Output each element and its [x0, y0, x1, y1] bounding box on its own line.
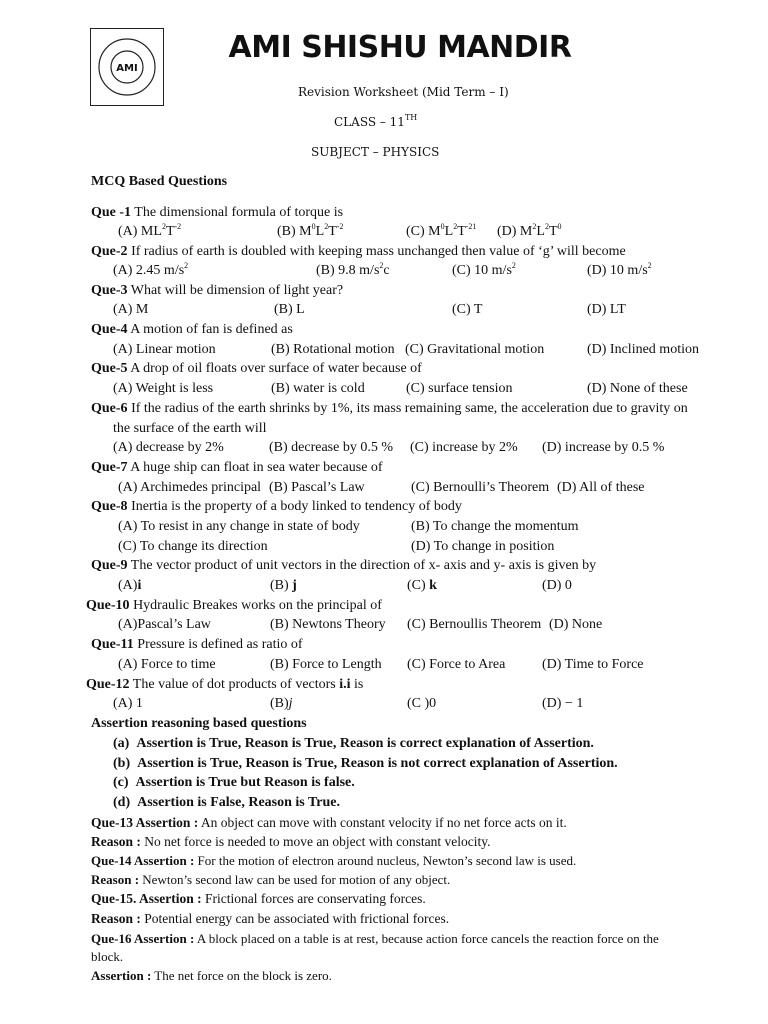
q5-option-a: (A) Weight is less: [113, 381, 214, 396]
q2-option-d: (D) 10 $m/s^2$: [587, 261, 652, 278]
assertion-option-d: (d) Assertion is False, Reason is True.: [113, 795, 340, 810]
question-8: Que-8 Inertia is the property of a body linked to tendency of body: [91, 499, 462, 514]
question-3: Que-3 What will be dimension of light year?: [91, 283, 344, 298]
q4-option-c: (C) Gravitational motion: [405, 342, 545, 357]
q2-option-a: (A) 2.45 $m/s^2$: [113, 261, 189, 278]
q1-option-c: (C) $M^0L^2T^{-21}$: [406, 222, 477, 239]
q10-option-a: (A)Pascal’s Law: [118, 617, 211, 632]
q8-option-b: (B) To change the momentum: [411, 519, 579, 534]
question-13-assertion: Que-13 Assertion : An object can move with constant velocity if no net force acts on it.: [91, 815, 567, 830]
question-2: Que-2 If radius of earth is doubled with keeping mass unchanged then value of ‘g’ will become: [91, 244, 626, 259]
q12-option-b: (B)j: [270, 696, 293, 711]
assertion-option-c: (c) Assertion is True but Reason is false.: [113, 775, 355, 790]
q9-option-b: (B) j: [270, 578, 297, 593]
q12-option-a: (A) 1: [113, 696, 143, 711]
question-11: Que-11 Pressure is defined as ratio of: [91, 637, 303, 652]
question-14-assertion: Que-14 Assertion : For the motion of electron around nucleus, Newton’s second law is used.: [91, 853, 577, 868]
question-7: Que-7 A huge ship can float in sea water because of: [91, 460, 383, 475]
q3-option-c: (C) T: [452, 302, 483, 317]
q7-option-d: (D) All of these: [557, 480, 645, 495]
question-6-continued: the surface of the earth will: [113, 421, 267, 436]
q6-option-d: (D) increase by 0.5 %: [542, 440, 665, 455]
school-name: AMI SHISHU MANDIR: [228, 30, 572, 65]
q11-option-c: (C) Force to Area: [407, 657, 506, 672]
q10-option-b: (B) Newtons Theory: [270, 617, 386, 632]
q11-option-b: (B) Force to Length: [270, 657, 382, 672]
q10-option-c: (C) Bernoullis Theorem: [407, 617, 542, 632]
q7-option-c: (C) Bernoulli’s Theorem: [411, 480, 550, 495]
q12-option-d: (D) − 1: [542, 696, 584, 711]
logo-text: AMI: [116, 63, 138, 74]
q12-option-c: (C )0: [407, 696, 437, 711]
question-6: Que-6 If the radius of the earth shrinks by 1%, its mass remaining same, the acceleration due to gravity on: [91, 401, 688, 416]
q7-option-a: (A) Archimedes principal: [118, 480, 262, 495]
q11-option-d: (D) Time to Force: [542, 657, 644, 672]
q5-option-d: (D) None of these: [587, 381, 688, 396]
worksheet-title: Revision Worksheet (Mid Term – I): [298, 85, 509, 99]
q3-option-b: (B) L: [274, 302, 305, 317]
question-16-second-assertion: Assertion : The net force on the block is zero.: [91, 968, 332, 983]
q8-option-d: (D) To change in position: [411, 539, 555, 554]
assertion-option-a: (a) Assertion is True, Reason is True, Reason is correct explanation of Assertion.: [113, 736, 594, 751]
q1-option-b: (B) $M^0L^2T^{-2}$: [277, 222, 344, 239]
question-4: Que-4 A motion of fan is defined as: [91, 322, 293, 337]
assertion-option-b: (b) Assertion is True, Reason is True, Reason is not correct explanation of Assertion.: [113, 756, 618, 771]
q4-option-d: (D) Inclined motion: [587, 342, 699, 357]
q3-option-a: (A) M: [113, 302, 149, 317]
question-10: Que-10 Hydraulic Breakes works on the principal of: [86, 598, 382, 613]
q4-option-b: (B) Rotational motion: [271, 342, 395, 357]
q11-option-a: (A) Force to time: [118, 657, 216, 672]
mcq-heading: MCQ Based Questions: [91, 174, 228, 189]
q9-option-d: (D) 0: [542, 578, 572, 593]
subject-line: SUBJECT – PHYSICS: [311, 145, 440, 159]
q1-option-a: (A) $ML^2T^{-2}$: [118, 222, 182, 239]
q9-option-c: (C) k: [407, 578, 437, 593]
q7-option-b: (B) Pascal’s Law: [269, 480, 365, 495]
question-13-reason: Reason : No net force is needed to move an object with constant velocity.: [91, 834, 491, 849]
question-1: Que -1 The dimensional formula of torque is: [91, 205, 344, 220]
q8-option-c: (C) To change its direction: [118, 539, 268, 554]
question-12: Que-12 The value of dot products of vectors i.i is: [86, 677, 364, 692]
q2-option-c: (C) 10 $m/s^2$: [452, 261, 516, 278]
q5-option-c: (C) surface tension: [406, 381, 513, 396]
question-16-continued: block.: [91, 949, 124, 964]
q4-option-a: (A) Linear motion: [113, 342, 216, 357]
q10-option-d: (D) None: [549, 617, 603, 632]
question-5: Que-5 A drop of oil floats over surface of water because of: [91, 361, 422, 376]
q2-option-b: (B) 9.8 $m/s^2c$: [316, 261, 390, 278]
question-15-reason: Reason : Potential energy can be associated with frictional forces.: [91, 911, 450, 926]
q8-option-a: (A) To resist in any change in state of body: [118, 519, 360, 534]
q3-option-d: (D) LT: [587, 302, 626, 317]
question-15-assertion: Que-15. Assertion : Frictional forces are conservating forces.: [91, 891, 426, 906]
q1-option-d: (D) $M^2L^2T^0$: [497, 222, 562, 239]
q6-option-a: (A) decrease by 2%: [113, 440, 224, 455]
q9-option-a: (A)i: [118, 578, 142, 593]
q6-option-c: (C) increase by 2%: [410, 440, 518, 455]
q6-option-b: (B) decrease by 0.5 %: [269, 440, 394, 455]
class-line: CLASS – 11TH: [334, 113, 418, 129]
question-14-reason: Reason : Newton’s second law can be used for motion of any object.: [91, 872, 451, 887]
question-9: Que-9 The vector product of unit vectors in the direction of x- axis and y- axis is given by: [91, 558, 597, 573]
q5-option-b: (B) water is cold: [271, 381, 365, 396]
question-16-assertion: Que-16 Assertion : A block placed on a table is at rest, because action force cancels the reaction force on the: [91, 931, 659, 946]
assertion-heading: Assertion reasoning based questions: [91, 716, 307, 731]
